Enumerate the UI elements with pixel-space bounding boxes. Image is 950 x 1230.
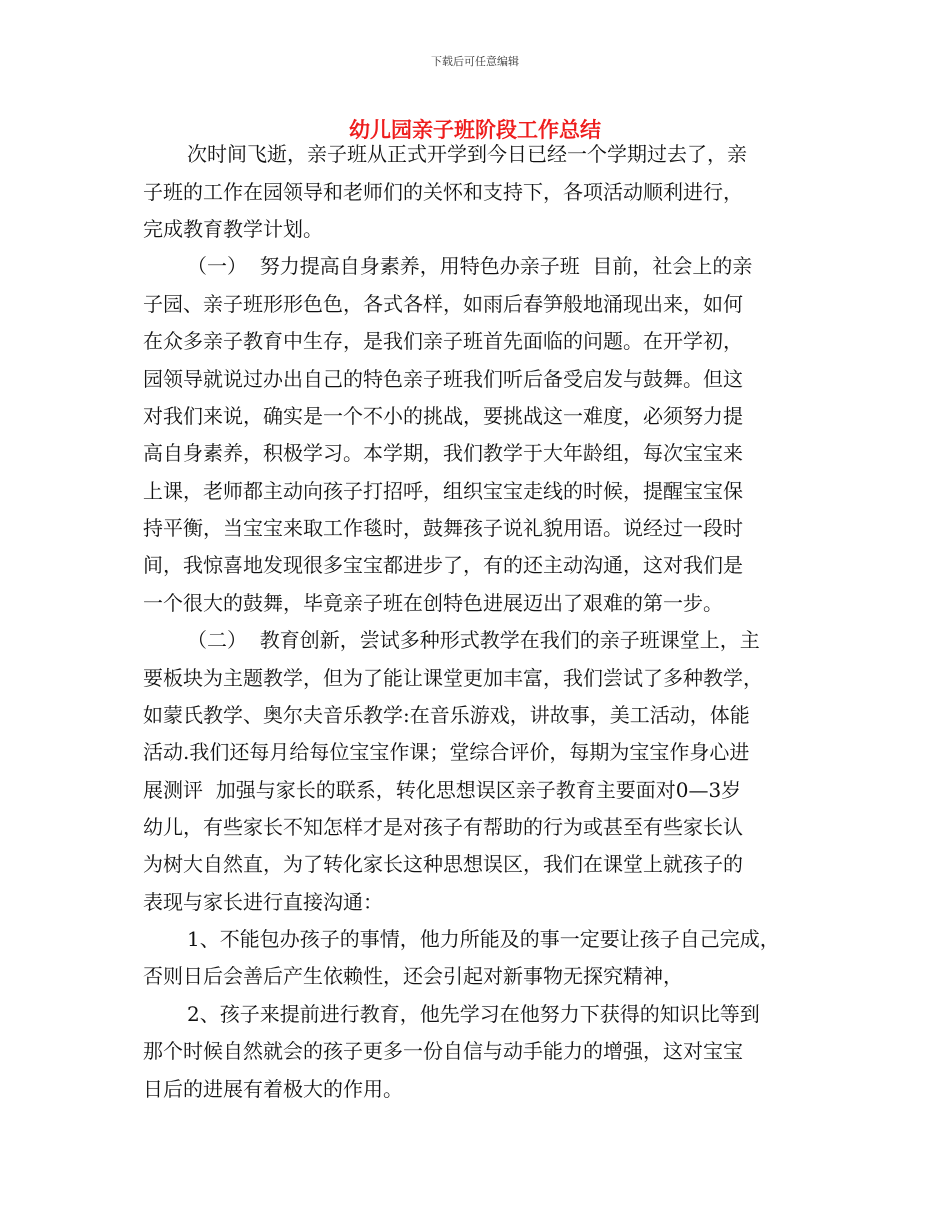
body-line: 在众多亲子教育中生存，是我们亲子班首先面临的问题。在开学初， [143, 329, 743, 353]
header-note: 下载后可任意编辑 [431, 55, 519, 68]
body-line: 持平衡，当宝宝来取工作毯时，鼓舞孩子说礼貌用语。说经过一段时 [143, 516, 743, 540]
body-line: 为树大自然直，为了转化家长这种思想误区，我们在课堂上就孩子的 [143, 852, 743, 876]
body-line: 展测评 加强与家长的联系，转化思想误区亲子教育主要面对0—3岁 [143, 778, 742, 802]
body-line: 上课，老师都主动向孩子打招呼，组织宝宝走线的时候，提醒宝宝保 [143, 479, 743, 503]
body-line: 子班的工作在园领导和老师们的关怀和支持下，各项活动顺利进行， [143, 180, 743, 204]
body-line: 2、孩子来提前进行教育，他先学习在他努力下获得的知识比等到 [187, 1002, 760, 1026]
body-line: 一个很大的鼓舞，毕竟亲子班在创特色进展迈出了艰难的第一步。 [143, 591, 723, 615]
body-line: 子园、亲子班形形色色，各式各样，如雨后春笋般地涌现出来，如何 [143, 292, 743, 316]
body-line: 如蒙氏教学、奥尔夫音乐教学:在音乐游戏，讲故事，美工活动，体能 [143, 703, 750, 727]
body-line: 1、不能包办孩子的事情，他力所能及的事一定要让孩子自己完成， [187, 927, 780, 951]
body-line: 次时间飞逝，亲子班从正式开学到今日已经一个学期过去了，亲 [187, 142, 747, 166]
body-line: 幼儿，有些家长不知怎样才是对孩子有帮助的行为或甚至有些家长认 [143, 815, 743, 839]
body-line: 园领导就说过办出自己的特色亲子班我们听后备受启发与鼓舞。但这 [143, 367, 743, 391]
body-line: 要板块为主题教学，但为了能让课堂更加丰富，我们尝试了多种教学， [143, 666, 763, 690]
body-line: 间，我惊喜地发现很多宝宝都进步了，有的还主动沟通，这对我们是 [143, 553, 743, 577]
body-line: 那个时候自然就会的孩子更多一份自信与动手能力的增强，这对宝宝 [143, 1039, 743, 1063]
body-line: 完成教育教学计划。 [143, 217, 323, 241]
body-line: 活动.我们还每月给每位宝宝作课；堂综合评价，每期为宝宝作身心进 [143, 740, 750, 764]
body-line: （一） 努力提高自身素养，用特色办亲子班 目前，社会上的亲 [187, 254, 753, 278]
body-line: 对我们来说，确实是一个不小的挑战，要挑战这一难度，必须努力提 [143, 404, 743, 428]
body-line: 日后的进展有着极大的作用。 [143, 1077, 403, 1101]
body-line: （二） 教育创新，尝试多种形式教学在我们的亲子班课堂上，主 [187, 628, 760, 652]
body-line: 高自身素养，积极学习。本学期，我们教学于大年龄组，每次宝宝来 [143, 441, 743, 465]
body-line: 否则日后会善后产生依赖性，还会引起对新事物无探究精神， [143, 964, 683, 988]
document-title: 幼儿园亲子班阶段工作总结 [349, 118, 601, 142]
body-line: 表现与家长进行直接沟通： [143, 890, 383, 914]
